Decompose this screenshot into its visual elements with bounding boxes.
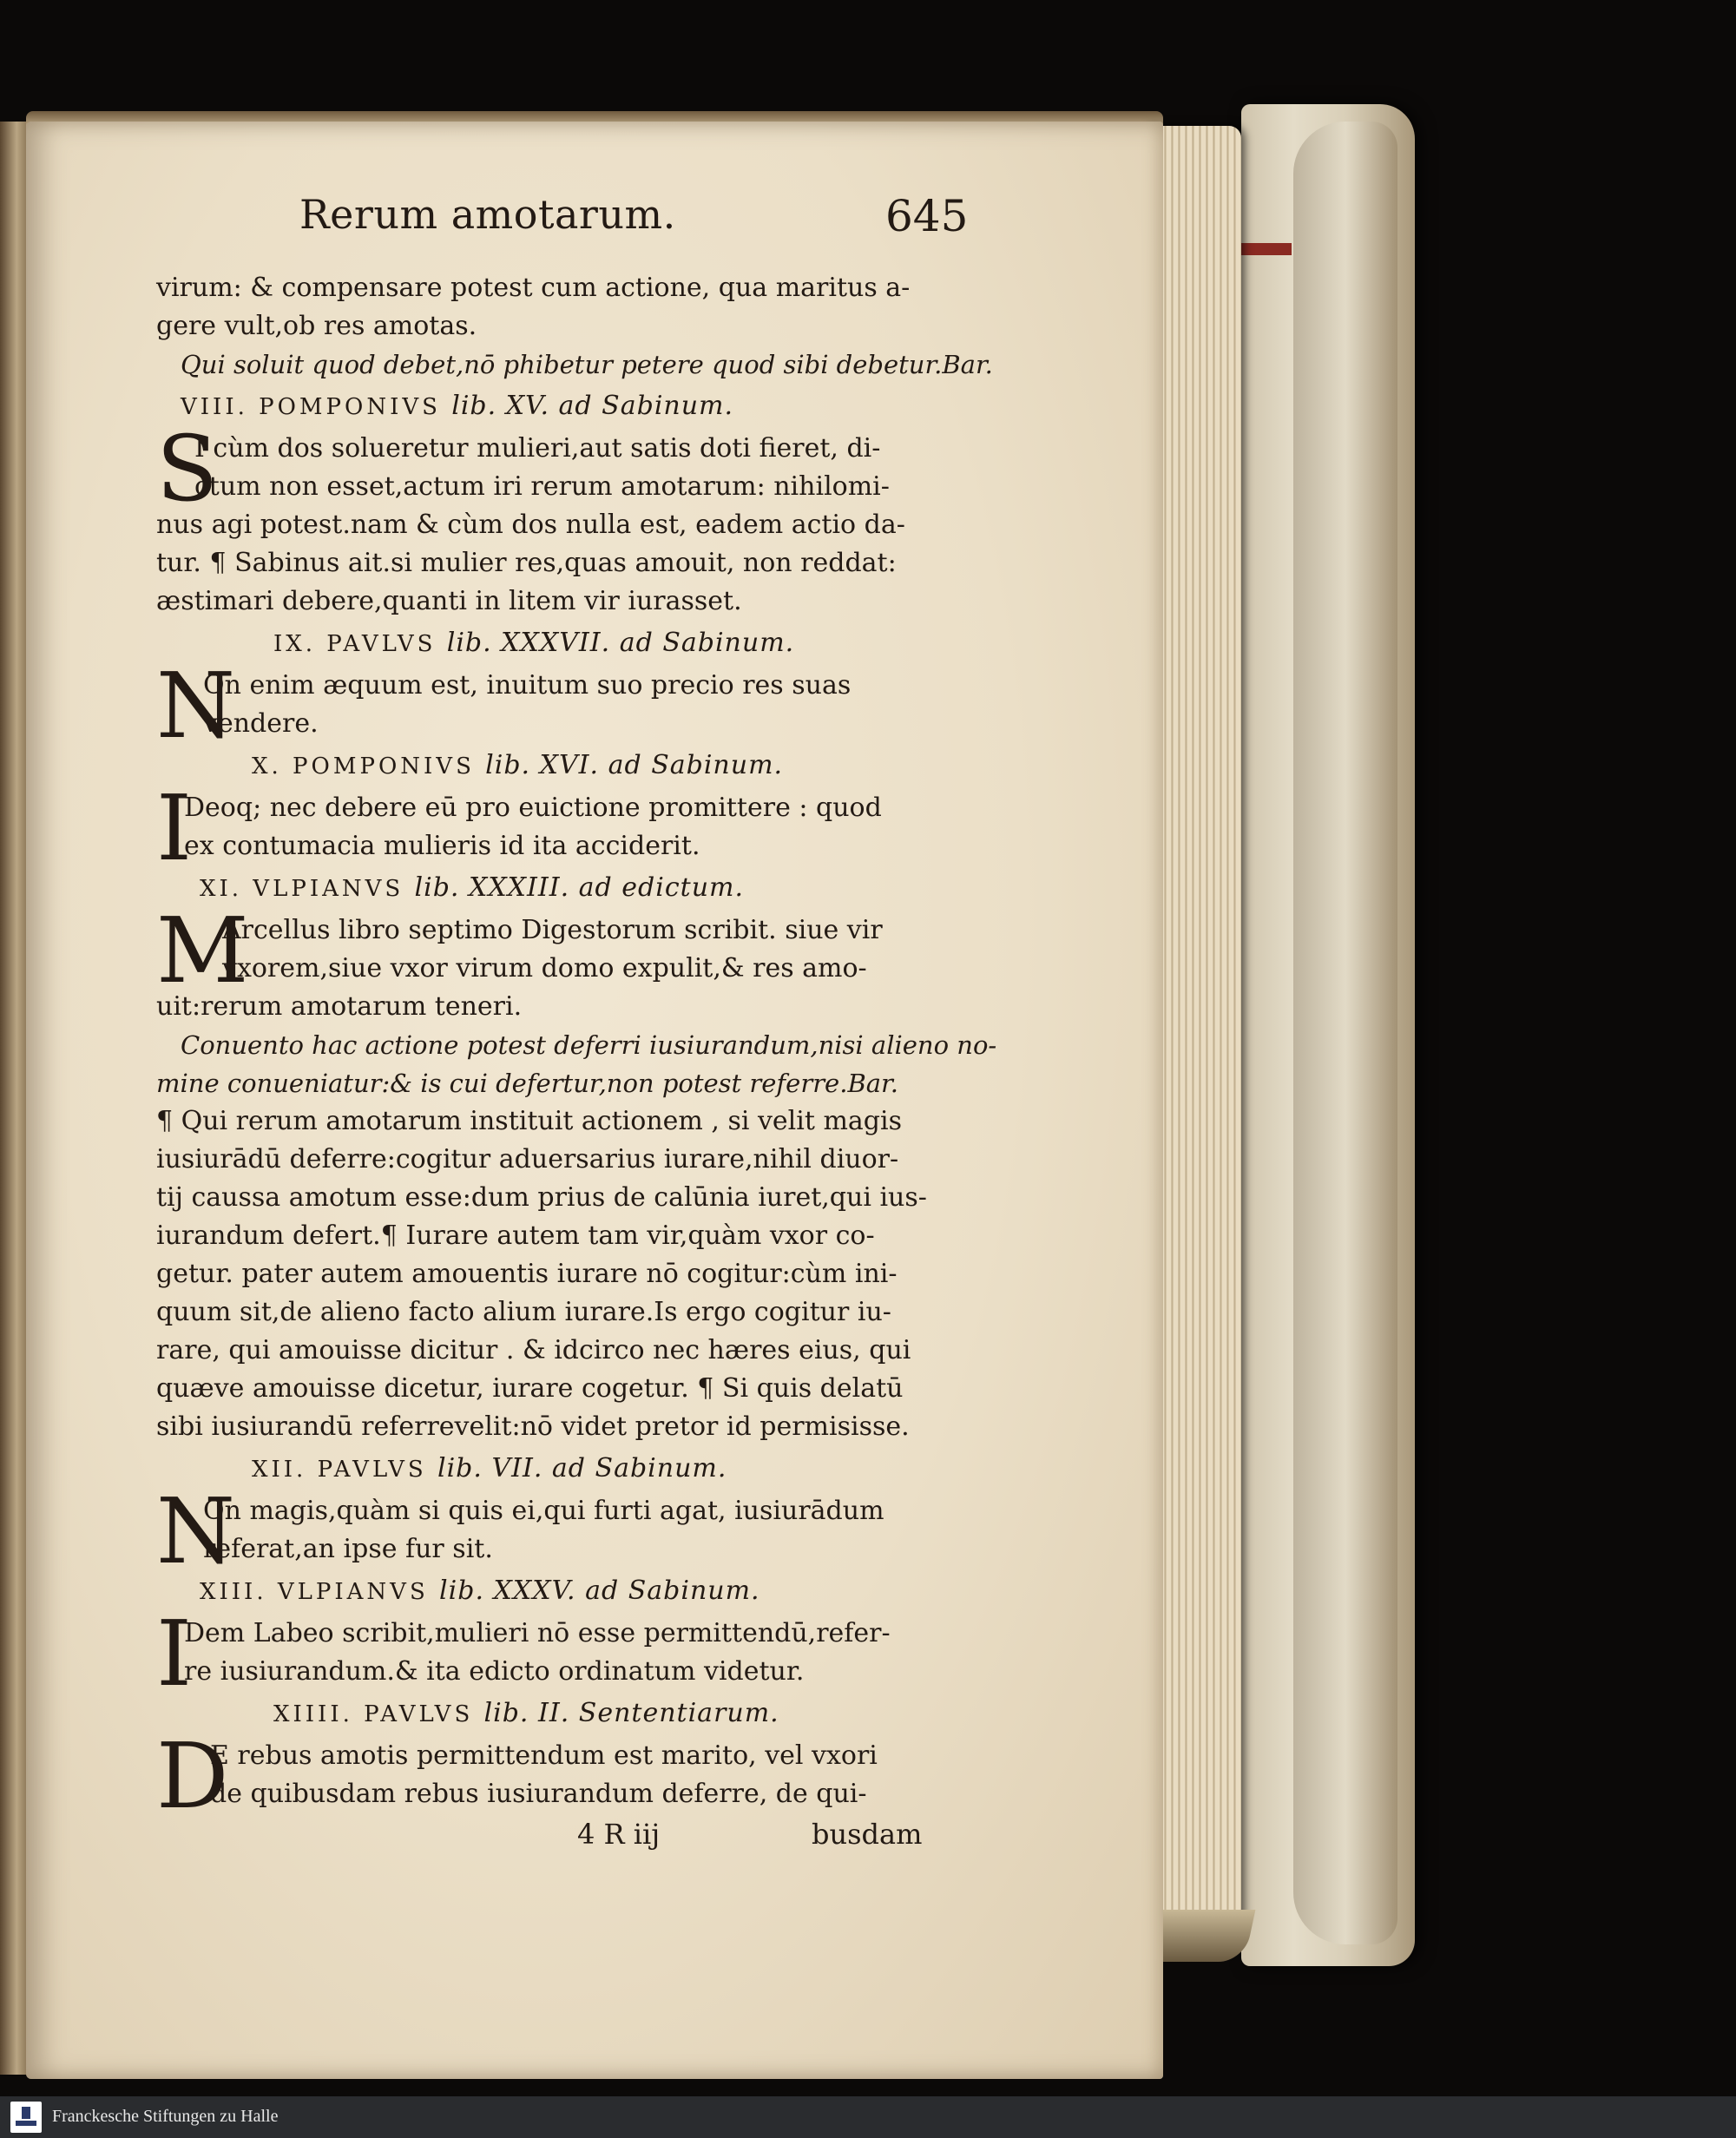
text-line: vendere.: [203, 708, 319, 739]
text-line: On enim æquum est, inuitum suo precio res suas: [203, 670, 852, 701]
paragraph: [156, 653, 937, 759]
initial-letter: D: [156, 1723, 229, 1829]
text-line: vxorem,siue vxor virum domo expulit,& res amo-: [222, 953, 867, 983]
text-line: getur. pater autem amouentis iurare nō cogitur:cùm ini-: [156, 1259, 898, 1289]
page-footer: [156, 1813, 937, 1855]
text-line: Deoq; nec debere eū pro euictione promittere : quod: [184, 793, 882, 823]
section-heading: [156, 743, 937, 789]
text-line: On magis,quàm si quis ei,qui furti agat, iusiurādum: [203, 1496, 884, 1526]
heading-ref: lib. XXXV. ad Sabinum.: [439, 1576, 760, 1606]
heading-author: XI. VLPIANVS: [200, 876, 404, 902]
text-line: I cùm dos solueretur mulieri,aut satis doti fieret, di-: [194, 433, 881, 464]
text-line: virum: & compensare potest cum actione, qua maritus a-: [156, 273, 911, 303]
heading-author: XIII. VLPIANVS: [200, 1579, 429, 1605]
paragraph: [156, 1601, 937, 1707]
section-heading: [156, 865, 937, 911]
text-line: sibi iusiurandū referrevelit:nō videt pretor id permisisse.: [156, 1411, 910, 1442]
heading-author: XII. PAVLVS: [252, 1457, 427, 1483]
heading-author: XIIII. PAVLVS: [273, 1701, 474, 1727]
text-line: nus agi potest.nam & cùm dos nulla est, eadem actio da-: [156, 510, 905, 540]
heading-author: X. POMPONIVS: [252, 753, 475, 780]
text-line: iurandum defert.¶ Iurare autem tam vir,quàm vxor co-: [156, 1220, 875, 1251]
initial-letter: N: [156, 1478, 235, 1584]
running-head: [156, 191, 969, 269]
text-line: ¶ Qui rerum amotarum instituit actionem , si velit magis: [156, 1106, 902, 1136]
initial-letter: N: [156, 653, 235, 759]
text-line: referat,an ipse fur sit.: [203, 1534, 493, 1564]
text-line: Dem Labeo scribit,mulieri nō esse permittendū,refer-: [184, 1618, 891, 1648]
page-text: [156, 191, 997, 1855]
footer-bar: [0, 2096, 1736, 2138]
paragraph: [156, 775, 937, 881]
text-line: re iusiurandum.& ita edicto ordinatum videtur.: [184, 1656, 805, 1687]
text-line: iusiurādū deferre:cogitur aduersarius iurare,nihil diuor-: [156, 1144, 899, 1174]
red-binding-mark: [1240, 243, 1292, 255]
heading-ref: lib. XXXIII. ad edictum.: [414, 872, 745, 903]
franckesche-logo-icon: [10, 2102, 42, 2133]
text-line: quæve amouisse dicetur, iurare cogetur. ¶ Si quis delatū: [156, 1373, 904, 1404]
institution-name: Franckesche Stiftungen zu Halle: [52, 2107, 279, 2126]
heading-ref: lib. II. Sententiarum.: [483, 1698, 779, 1728]
text-line: quum sit,de alieno facto alium iurare.Is ergo cogitur iu-: [156, 1297, 891, 1327]
catchword: busdam: [812, 1818, 923, 1851]
heading-ref: lib. VII. ad Sabinum.: [437, 1453, 727, 1483]
text-line: E rebus amotis permittendum est marito, vel vxori: [210, 1740, 878, 1771]
cover-fold: [1293, 122, 1397, 1944]
text-line: gere vult,ob res amotas.: [156, 311, 477, 341]
heading-author: VIII. POMPONIVS: [181, 394, 441, 420]
text-line: æstimari debere,quanti in litem vir iurasset.: [156, 586, 742, 616]
initial-letter: I: [156, 775, 193, 881]
page-leaves-bottom: [1149, 1910, 1256, 1962]
paragraph: [156, 1478, 937, 1584]
text-line: uit:rerum amotarum teneri.: [156, 991, 523, 1022]
paragraph: [156, 898, 937, 1026]
running-title: Rerum amotarum.: [299, 191, 676, 238]
section-heading: [156, 384, 937, 430]
signature-mark: 4 R iij: [577, 1818, 661, 1851]
paragraph: [156, 416, 937, 621]
text-line: tur. ¶ Sabinus ait.si mulier res,quas amouit, non reddat:: [156, 548, 897, 578]
page-number: 645: [885, 191, 969, 241]
section-heading: [156, 1569, 937, 1615]
heading-ref: lib. XVI. ad Sabinum.: [485, 750, 784, 780]
section-heading: [156, 621, 937, 667]
section-heading: [156, 1691, 937, 1737]
initial-letter: S: [156, 416, 219, 522]
heading-ref: lib. XV. ad Sabinum.: [451, 391, 734, 421]
rubric: Conuento hac actione potest deferri iusiurandum,nisi alieno no-: [181, 1030, 997, 1060]
facing-page-edge: [0, 122, 28, 2075]
rubric: mine conueniatur:& is cui defertur,non potest referre.Bar.: [156, 1069, 898, 1098]
text-line: ex contumacia mulieris id ita acciderit.: [184, 831, 700, 861]
paragraph: [156, 1723, 937, 1829]
text-line: tij caussa amotum esse:dum prius de calūnia iuret,qui ius-: [156, 1182, 927, 1213]
paragraph: [156, 1102, 937, 1446]
text-line: rare, qui amouisse dicitur . & idcirco nec hæres eius, qui: [156, 1335, 911, 1365]
section-heading: [156, 1446, 937, 1492]
text-line: Arcellus libro septimo Digestorum scribit. siue vir: [222, 915, 883, 945]
heading-author: IX. PAVLVS: [273, 631, 437, 657]
text-line: de quibusdam rebus iusiurandum deferre, de qui-: [210, 1779, 867, 1809]
heading-ref: lib. XXXVII. ad Sabinum.: [446, 628, 795, 658]
initial-letter: M: [156, 898, 249, 1003]
text-line: ctum non esset,actum iri rerum amotarum: nihilomi-: [194, 471, 890, 502]
rubric: Qui soluit quod debet,nō phibetur petere quod sibi debetur.Bar.: [181, 350, 993, 379]
initial-letter: I: [156, 1601, 193, 1707]
